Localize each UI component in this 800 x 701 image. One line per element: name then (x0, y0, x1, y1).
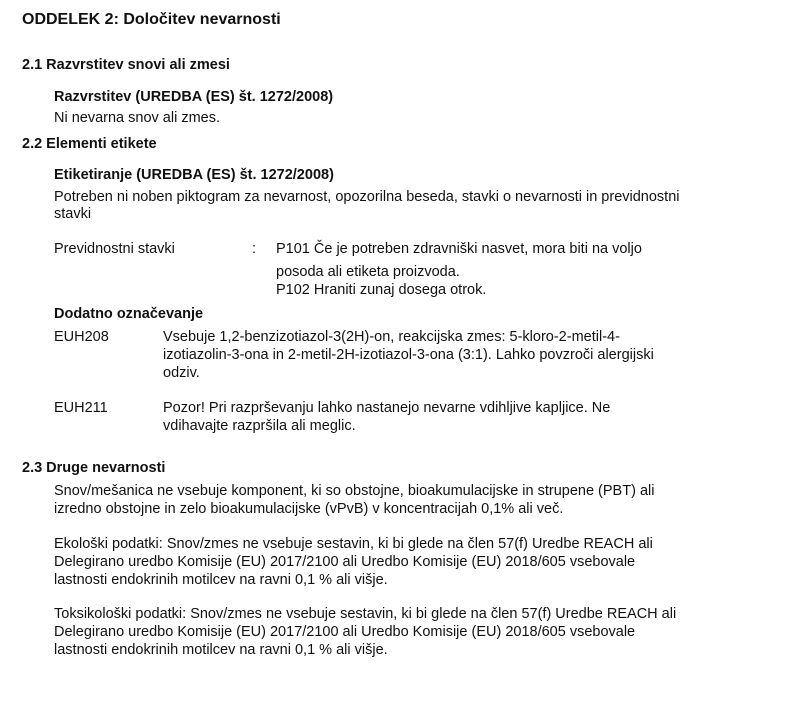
precautionary-line: posoda ali etiketa proizvoda. (276, 264, 460, 280)
heading-2-1: 2.1 Razvrstitev snovi ali zmesi (22, 57, 230, 73)
additional-labelling-heading: Dodatno označevanje (54, 306, 204, 322)
classification-text: Ni nevarna snov ali zmes. (54, 110, 221, 126)
heading-2-3: 2.3 Druge nevarnosti (22, 460, 166, 476)
euh211-code: EUH211 (54, 400, 108, 416)
ecological-paragraph-line: Ekološki podatki: Snov/zmes ne vsebuje sestavin, ki bi glede na člen 57(f) Uredbe REACH ali (54, 536, 653, 552)
heading-2-2: 2.2 Elementi etikete (22, 136, 157, 152)
toxicological-paragraph-line: Delegirano uredbo Komisije (EU) 2017/2100 ali Uredbo Komisije (EU) 2018/605 vsebovale (54, 624, 636, 640)
euh211-line: vdihavajte razpršila ali meglic. (163, 418, 356, 434)
pbt-paragraph-line: izredno obstojne in zelo bioakumulacijske (vPvB) v koncentracijah 0,1% ali več. (54, 501, 564, 517)
toxicological-paragraph-line: lastnosti endokrinih motilcev na ravni 0,1 % ali višje. (54, 642, 388, 658)
ecological-paragraph-line: lastnosti endokrinih motilcev na ravni 0,1 % ali višje. (54, 572, 388, 588)
pbt-paragraph-line: Snov/mešanica ne vsebuje komponent, ki so obstojne, bioakumulacijske in strupene (PBT) ali (54, 483, 655, 499)
classification-subheading: Razvrstitev (UREDBA (ES) št. 1272/2008) (54, 89, 334, 105)
labelling-subheading: Etiketiranje (UREDBA (ES) št. 1272/2008) (54, 167, 334, 183)
labelling-intro-line: Potreben ni noben piktogram za nevarnost, opozorilna beseda, stavki o nevarnosti in previdnostni (54, 189, 680, 205)
ecological-paragraph-line: Delegirano uredbo Komisije (EU) 2017/2100 ali Uredbo Komisije (EU) 2018/605 vsebovale (54, 554, 636, 570)
euh208-line: odziv. (163, 365, 200, 381)
precautionary-colon: : (252, 241, 257, 257)
precautionary-line: P101 Če je potreben zdravniški nasvet, mora biti na voljo (276, 241, 642, 257)
precautionary-line: P102 Hraniti zunaj dosega otrok. (276, 282, 487, 298)
precautionary-label: Previdnostni stavki (54, 241, 175, 257)
euh208-line: izotiazolin-3-ona in 2-metil-2H-izotiazol-3-ona (3:1). Lahko povzroči alergijski (163, 347, 654, 363)
euh208-code: EUH208 (54, 329, 109, 345)
euh211-line: Pozor! Pri razprševanju lahko nastanejo nevarne vdihljive kapljice. Ne (163, 400, 611, 416)
section-title: ODDELEK 2: Določitev nevarnosti (22, 11, 281, 28)
labelling-intro-line: stavki (54, 206, 92, 222)
toxicological-paragraph-line: Toksikološki podatki: Snov/zmes ne vsebuje sestavin, ki bi glede na člen 57(f) Uredbe REACH ali (54, 606, 677, 622)
euh208-line: Vsebuje 1,2-benzizotiazol-3(2H)-on, reakcijska zmes: 5-kloro-2-metil-4- (163, 329, 620, 345)
